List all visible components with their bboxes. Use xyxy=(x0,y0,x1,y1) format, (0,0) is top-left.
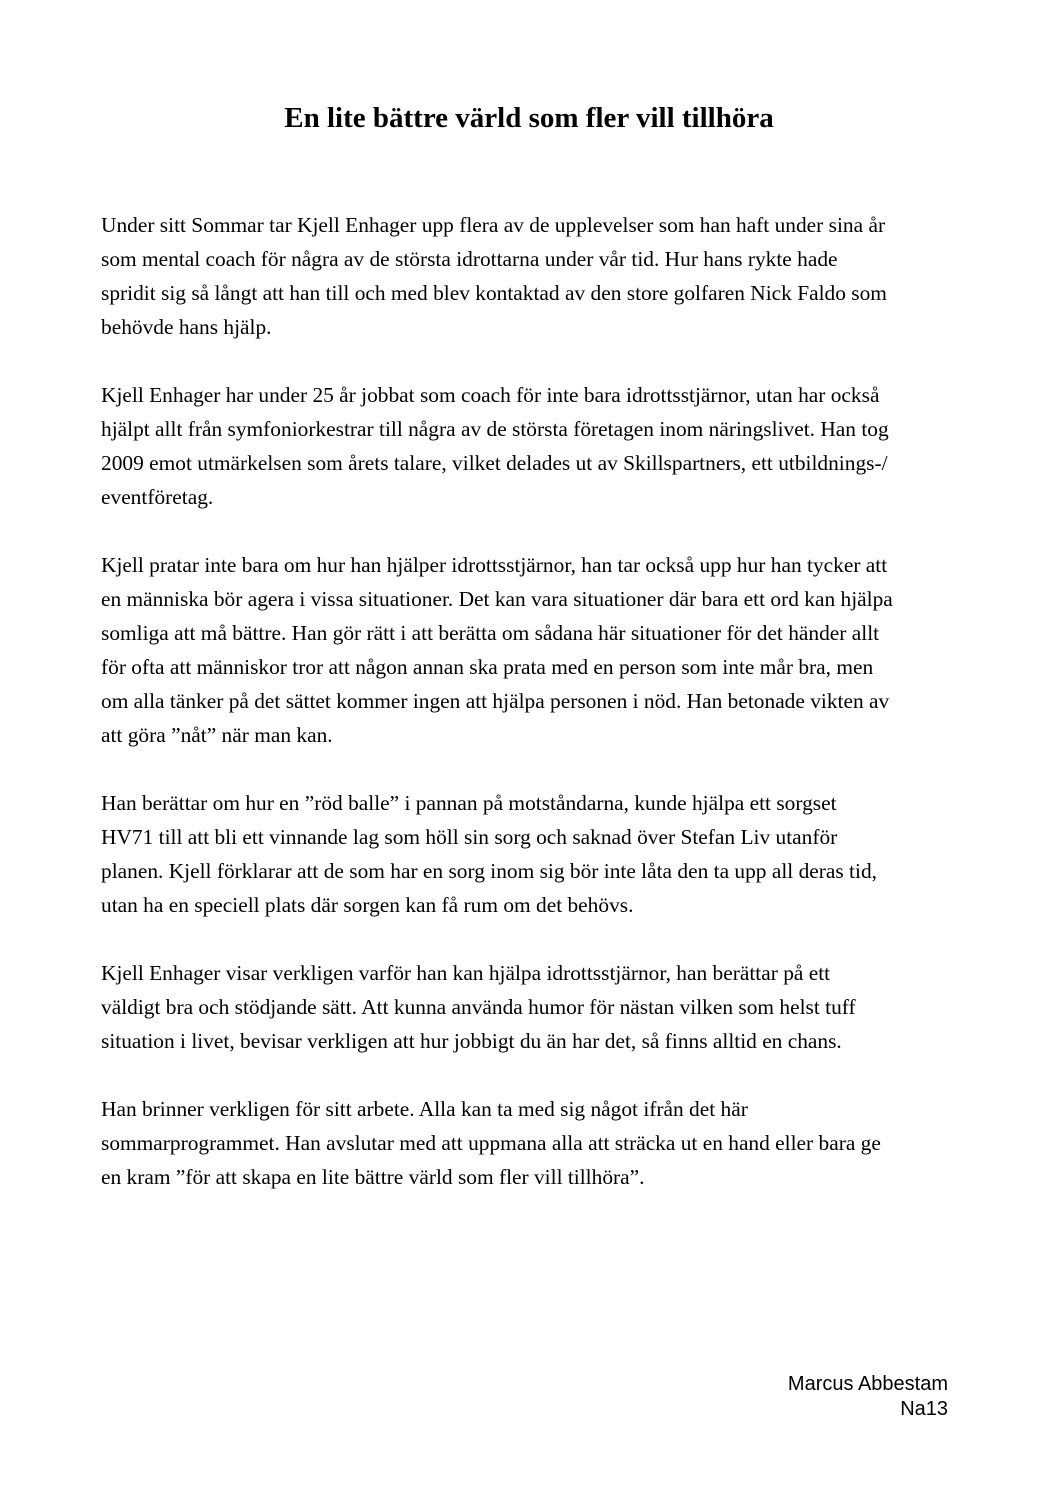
document-body xyxy=(101,208,961,1228)
text-line: Under sitt Sommar tar Kjell Enhager upp flera av de upplevelser som han haft under sina år xyxy=(101,213,886,237)
paragraph-2 xyxy=(101,378,961,514)
text-line: spridit sig så långt att han till och med blev kontaktad av den store golfaren Nick Faldo som xyxy=(101,281,887,305)
signature-block xyxy=(788,1372,948,1422)
author-class: Na13 xyxy=(900,1398,948,1420)
text-line: en människa bör agera i vissa situationer. Det kan vara situationer där bara ett ord kan hjälpa xyxy=(101,587,893,611)
text-line: sommarprogrammet. Han avslutar med att uppmana alla att sträcka ut en hand eller bara ge xyxy=(101,1131,881,1155)
text-line: om alla tänker på det sättet kommer ingen att hjälpa personen i nöd. Han betonade vikten av xyxy=(101,689,890,713)
text-line: HV71 till att bli ett vinnande lag som höll sin sorg och saknad över Stefan Liv utanför xyxy=(101,825,838,849)
text-line: 2009 emot utmärkelsen som årets talare, vilket delades ut av Skillspartners, ett utbildnings-/ xyxy=(101,451,888,475)
text-line: somliga att må bättre. Han gör rätt i att berätta om sådana här situationer för det händer allt xyxy=(101,621,880,645)
text-line: Kjell Enhager har under 25 år jobbat som coach för inte bara idrottsstjärnor, utan har också xyxy=(101,383,880,407)
text-line: utan ha en speciell plats där sorgen kan få rum om det behövs. xyxy=(101,893,634,917)
text-line: för ofta att människor tror att någon annan ska prata med en person som inte mår bra, men xyxy=(101,655,874,679)
text-line: Kjell Enhager visar verkligen varför han kan hjälpa idrottsstjärnor, han berättar på ett xyxy=(101,961,831,985)
paragraph-6 xyxy=(101,1092,961,1194)
text-line: eventföretag. xyxy=(101,485,214,509)
paragraph-1 xyxy=(101,208,961,344)
document-title: En lite bättre värld som fler vill tillhöra xyxy=(284,102,774,134)
text-line: att göra ”nåt” när man kan. xyxy=(101,723,333,747)
text-line: Kjell pratar inte bara om hur han hjälper idrottsstjärnor, han tar också upp hur han tycker att xyxy=(101,553,888,577)
text-line: situation i livet, bevisar verkligen att hur jobbigt du än har det, så finns alltid en chans. xyxy=(101,1029,842,1053)
paragraph-5 xyxy=(101,956,961,1058)
paragraph-4 xyxy=(101,786,961,922)
text-line: behövde hans hjälp. xyxy=(101,315,272,339)
author-name: Marcus Abbestam xyxy=(787,1373,948,1395)
text-line: som mental coach för några av de största idrottarna under vår tid. Hur hans rykte hade xyxy=(101,247,838,271)
text-line: Han berättar om hur en ”röd balle” i pannan på motståndarna, kunde hjälpa ett sorgset xyxy=(101,791,837,815)
text-line: Han brinner verkligen för sitt arbete. Alla kan ta med sig något ifrån det här xyxy=(101,1097,748,1121)
text-line: hjälpt allt från symfoniorkestrar till några av de största företagen inom näringslivet. Han tog xyxy=(101,417,889,441)
text-line: planen. Kjell förklarar att de som har en sorg inom sig bör inte låta den ta upp all deras tid, xyxy=(101,859,877,883)
paragraph-3 xyxy=(101,548,961,752)
text-line: väldigt bra och stödjande sätt. Att kunna använda humor för nästan vilken som helst tuff xyxy=(101,995,856,1019)
text-line: en kram ”för att skapa en lite bättre värld som fler vill tillhöra”. xyxy=(101,1165,645,1189)
